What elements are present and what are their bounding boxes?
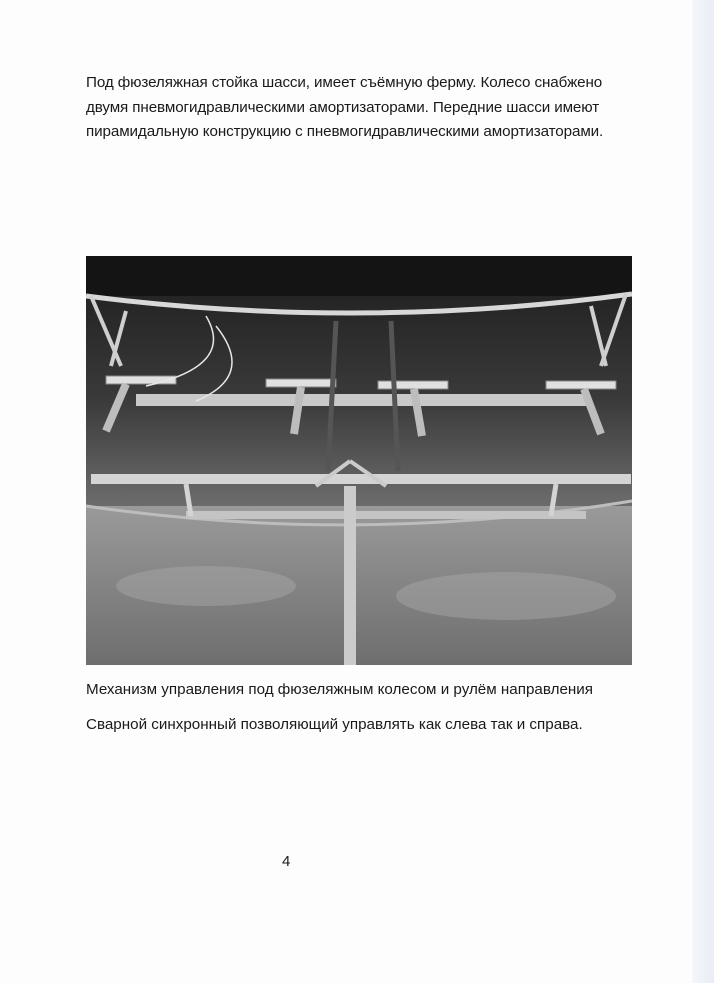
intro-paragraph: Под фюзеляжная стойка шасси, имеет съёмную ферму. Колесо снабжено двумя пневмогидравлическими амортизаторами. Передние шасси имеют пирамидальную конструкцию с пневмогидравлическими амортизаторами. bbox=[86, 74, 604, 140]
photo-caption: Механизм управления под фюзеляжным колесом и рулём направления bbox=[86, 681, 593, 698]
page-number: 4 bbox=[282, 853, 291, 870]
mechanism-description: Сварной синхронный позволяющий управлять как слева так и справа. bbox=[86, 716, 583, 733]
landing-gear-photo bbox=[86, 256, 632, 665]
scan-edge-shadow bbox=[692, 0, 714, 983]
